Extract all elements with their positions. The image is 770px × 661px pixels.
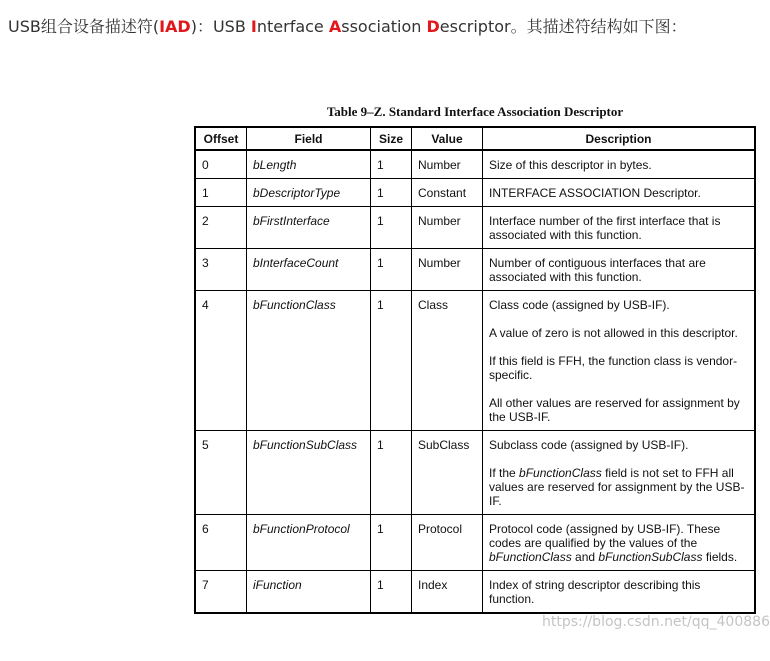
- intro-letter-i: I: [250, 17, 257, 36]
- table-row: [195, 431, 755, 515]
- cell-offset: 1: [195, 179, 247, 207]
- table-header-row: [195, 127, 755, 150]
- cell-value: Class: [412, 291, 483, 431]
- intro-part1: USB组合设备描述符(: [8, 17, 160, 36]
- intro-abbr: IAD: [159, 17, 191, 36]
- description-paragraph: If this field is FFH, the function class is vendor-specific.: [489, 354, 738, 382]
- table-row: [195, 207, 755, 249]
- cell-size: 1: [371, 515, 412, 571]
- cell-description: [483, 249, 756, 291]
- cell-field: bDescriptorType: [247, 179, 371, 207]
- cell-field: bFunctionClass: [247, 291, 371, 431]
- cell-size: 1: [371, 179, 412, 207]
- cell-value: Index: [412, 571, 483, 614]
- table-row: [195, 179, 755, 207]
- cell-size: 1: [371, 249, 412, 291]
- cell-size: 1: [371, 431, 412, 515]
- cell-size: 1: [371, 571, 412, 614]
- description-paragraph: Index of string descriptor describing this function.: [489, 578, 701, 606]
- cell-value: Number: [412, 150, 483, 179]
- header-offset: Offset: [195, 127, 247, 150]
- cell-description: [483, 207, 756, 249]
- cell-offset: 0: [195, 150, 247, 179]
- table-row: [195, 515, 755, 571]
- table-caption: Table 9–Z. Standard Interface Association Descriptor: [326, 104, 624, 119]
- description-paragraph: If the bFunctionClass field is not set to FFH all values are reserved for assignment by the USB-IF.: [489, 466, 745, 508]
- cell-description: [483, 179, 756, 207]
- header-description: Description: [483, 127, 756, 150]
- description-paragraph: A value of zero is not allowed in this descriptor.: [489, 326, 738, 340]
- header-field: Field: [247, 127, 371, 150]
- description-paragraph: Size of this descriptor in bytes.: [489, 158, 652, 172]
- cell-offset: 3: [195, 249, 247, 291]
- intro-letter-d: D: [426, 17, 440, 36]
- cell-offset: 7: [195, 571, 247, 614]
- table-row: [195, 571, 755, 614]
- cell-value: Number: [412, 207, 483, 249]
- cell-size: 1: [371, 291, 412, 431]
- cell-field: bFunctionProtocol: [247, 515, 371, 571]
- description-paragraph: Protocol code (assigned by USB-IF). These codes are qualified by the values of the bFunctionClass and bFunctionSubClass fields.: [489, 522, 738, 564]
- table-row: [195, 291, 755, 431]
- intro-part2: )：USB: [190, 17, 251, 36]
- cell-field: bFirstInterface: [247, 207, 371, 249]
- cell-field: bInterfaceCount: [247, 249, 371, 291]
- cell-offset: 2: [195, 207, 247, 249]
- intro-word-ssociation: ssociation: [341, 17, 427, 36]
- description-paragraph: INTERFACE ASSOCIATION Descriptor.: [489, 186, 701, 200]
- cell-offset: 6: [195, 515, 247, 571]
- header-value: Value: [412, 127, 483, 150]
- description-paragraph: Subclass code (assigned by USB-IF).: [489, 438, 689, 452]
- description-paragraph: Class code (assigned by USB-IF).: [489, 298, 670, 312]
- description-paragraph: Number of contiguous interfaces that are associated with this function.: [489, 256, 706, 284]
- cell-description: [483, 571, 756, 614]
- intro-word-nterface: nterface: [256, 17, 329, 36]
- description-paragraph: All other values are reserved for assignment by the USB-IF.: [489, 396, 740, 424]
- description-paragraph: Interface number of the first interface that is associated with this function.: [489, 214, 721, 242]
- cell-offset: 5: [195, 431, 247, 515]
- table-row: [195, 150, 755, 179]
- cell-size: 1: [371, 207, 412, 249]
- watermark: https://blog.csdn.net/qq_400886: [542, 614, 770, 630]
- cell-description: [483, 515, 756, 571]
- cell-description: [483, 150, 756, 179]
- intro-text: [8, 16, 687, 38]
- cell-field: iFunction: [247, 571, 371, 614]
- table-row: [195, 249, 755, 291]
- descriptor-table: [194, 126, 756, 614]
- cell-description: [483, 291, 756, 431]
- cell-value: Protocol: [412, 515, 483, 571]
- cell-description: [483, 431, 756, 515]
- cell-offset: 4: [195, 291, 247, 431]
- header-size: Size: [371, 127, 412, 150]
- intro-word-escriptor: escriptor。其描述符结构如下图：: [439, 17, 687, 36]
- cell-value: Number: [412, 249, 483, 291]
- cell-field: bLength: [247, 150, 371, 179]
- cell-value: Constant: [412, 179, 483, 207]
- cell-value: SubClass: [412, 431, 483, 515]
- cell-field: bFunctionSubClass: [247, 431, 371, 515]
- cell-size: 1: [371, 150, 412, 179]
- intro-letter-a: A: [328, 17, 342, 36]
